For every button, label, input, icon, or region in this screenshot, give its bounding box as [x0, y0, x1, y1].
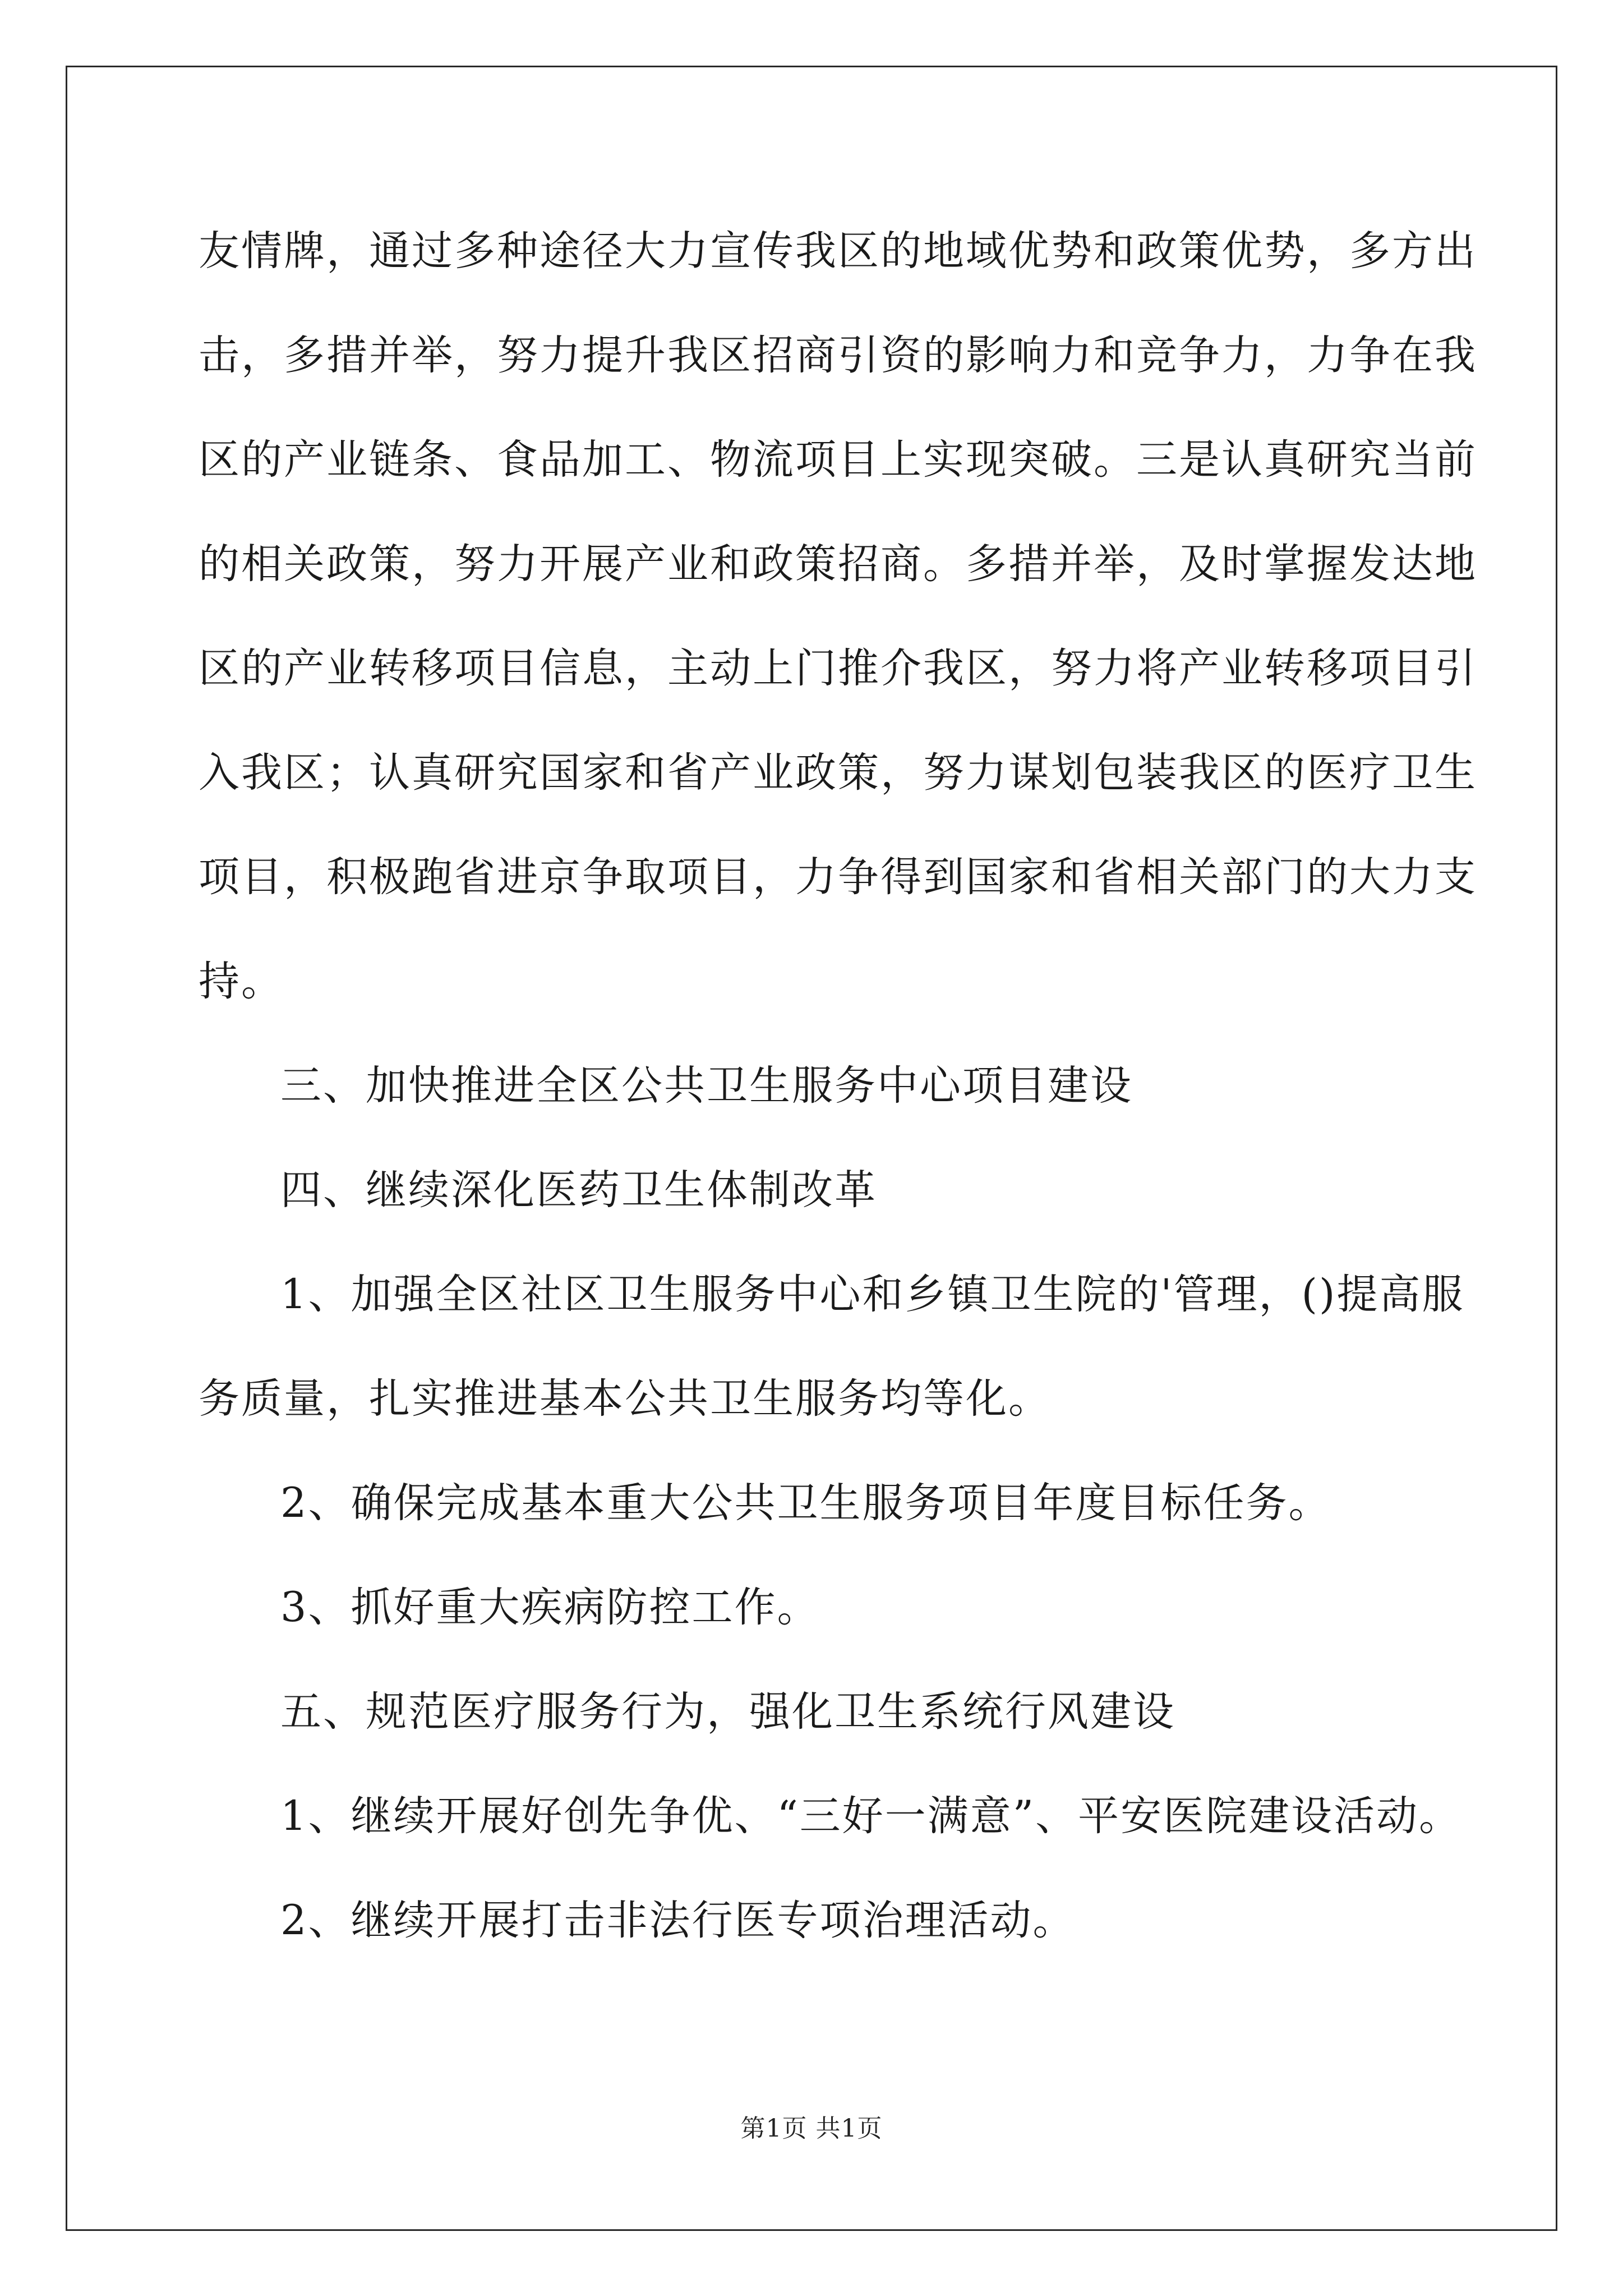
text-line: 友情牌，通过多种途径大力宣传我区的地域优势和政策优势，多方出 — [199, 227, 1477, 275]
text-line: 项目，积极跑省进京争取项目，力争得到国家和省相关部门的大力支 — [199, 853, 1477, 901]
list-item: 1、加强全区社区卫生服务中心和乡镇卫生院的'管理，()提高服 — [280, 1271, 1465, 1318]
section-heading: 五、规范医疗服务行为，强化卫生系统行风建设 — [280, 1688, 1175, 1736]
list-item: 2、确保完成基本重大公共卫生服务项目年度目标任务。 — [280, 1479, 1331, 1527]
text-line: 持。 — [199, 958, 284, 1005]
text-line: 的相关政策，努力开展产业和政策招商。多措并举，及时掌握发达地 — [199, 540, 1477, 588]
section-heading: 三、加快推进全区公共卫生服务中心项目建设 — [280, 1062, 1133, 1110]
text-line: 区的产业链条、食品加工、物流项目上实现突破。三是认真研究当前 — [199, 436, 1477, 484]
list-item: 1、继续开展好创先争优、“三好一满意”、平安医院建设活动。 — [280, 1792, 1462, 1840]
page-footer: 第1页 共1页 — [740, 2114, 883, 2143]
text-line: 入我区；认真研究国家和省产业政策，努力谋划包装我区的医疗卫生 — [199, 749, 1477, 797]
list-item: 3、抓好重大疾病防控工作。 — [280, 1584, 820, 1631]
document-body — [199, 199, 1477, 1973]
text-line: 击，多措并举，努力提升我区招商引资的影响力和竞争力，力争在我 — [199, 332, 1477, 379]
list-item: 2、继续开展打击非法行医专项治理活动。 — [280, 1897, 1076, 1944]
text-line: 务质量，扎实推进基本公共卫生服务均等化。 — [199, 1375, 1051, 1423]
section-heading: 四、继续深化医药卫生体制改革 — [280, 1166, 877, 1214]
text-line: 区的产业转移项目信息，主动上门推介我区，努力将产业转移项目引 — [199, 645, 1477, 692]
